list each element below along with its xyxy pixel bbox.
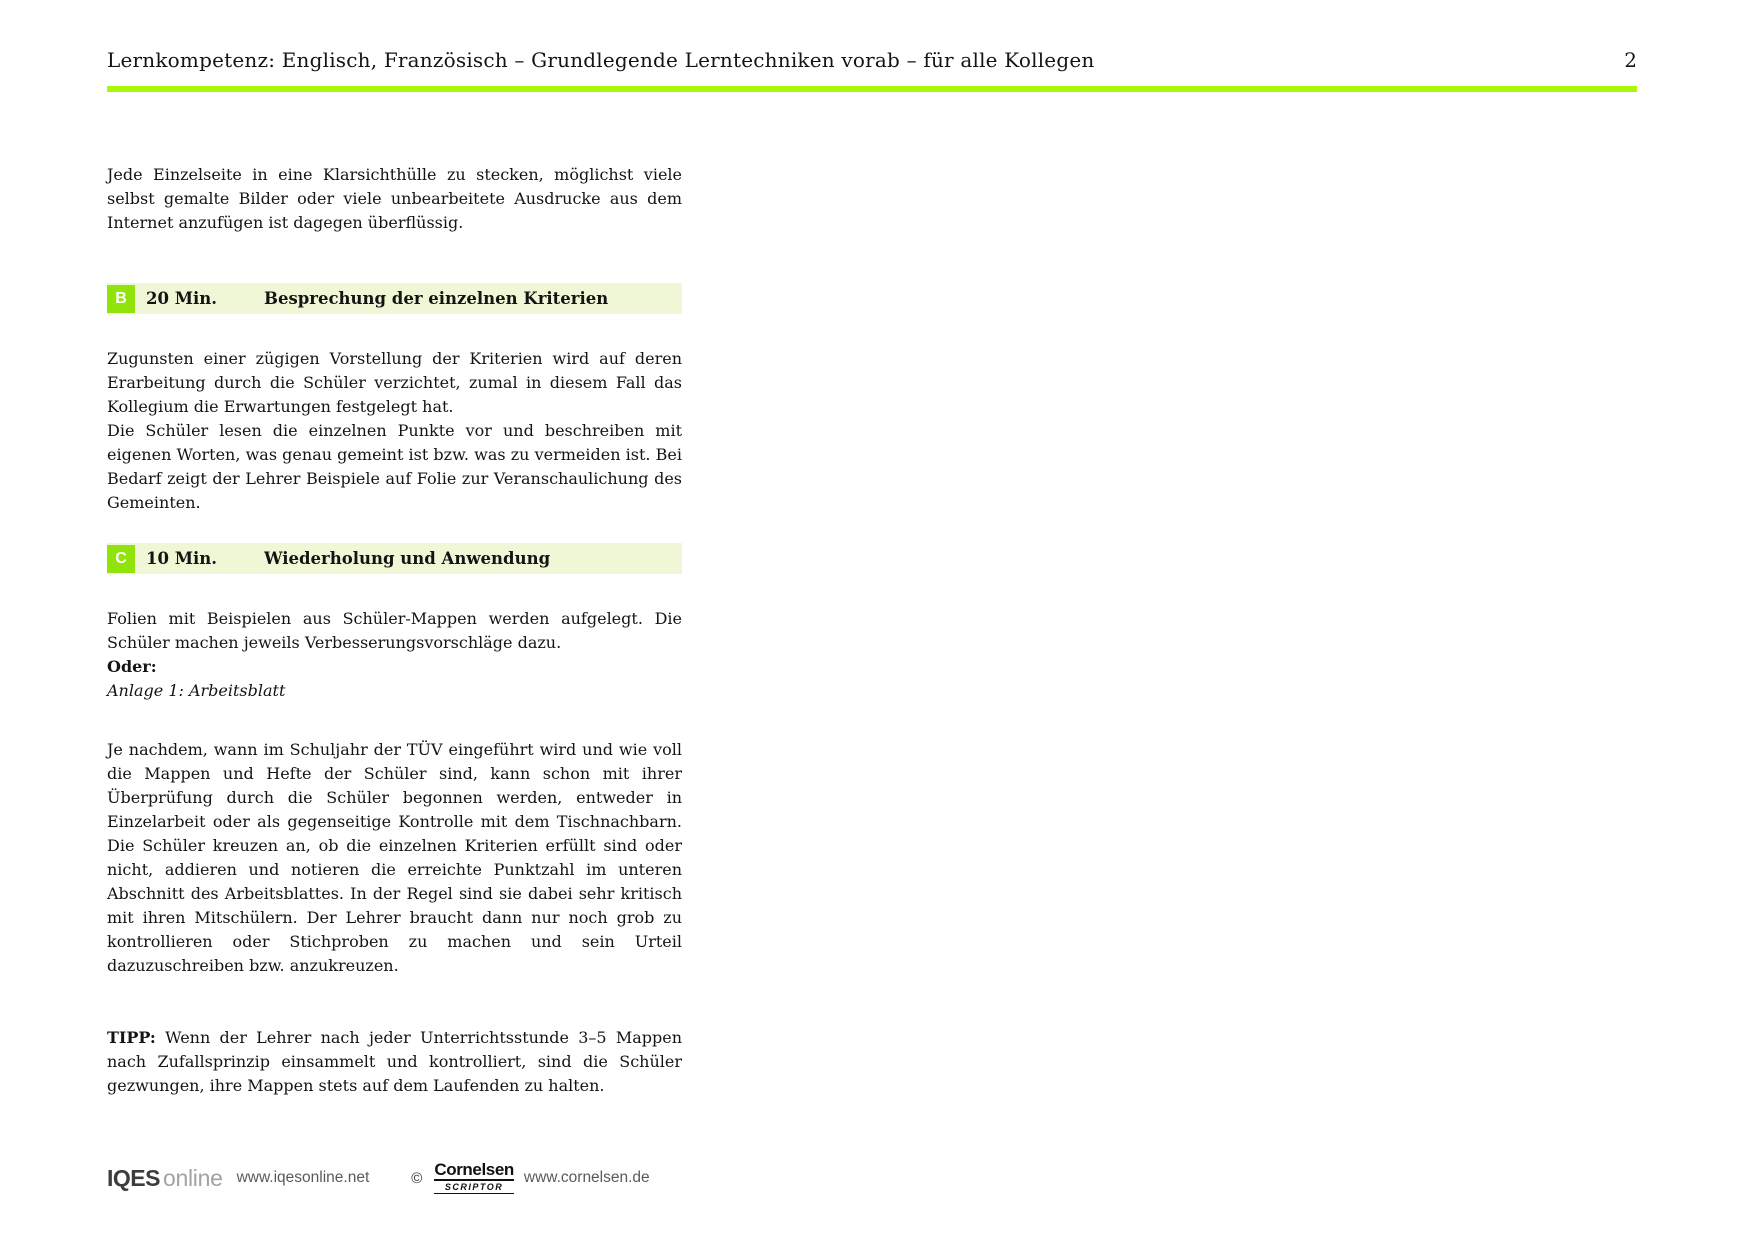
cornelsen-scriptor-logo [434,1162,514,1194]
section-b-title: Besprechung der einzelnen Kriterien [264,289,609,308]
tipp-label: TIPP: [107,1028,156,1047]
section-c-title: Wiederholung und Anwendung [264,549,551,568]
section-b-paragraph-1: Zugunsten einer zügigen Vorstellung der Kriterien wird auf deren Erarbeitung durch die Schüler verzichtet, zumal in diesem Fall das Kollegium die Erwartungen festgelegt hat. [107,349,682,416]
iqes-logo-online-text: online [162,1164,223,1191]
cornelsen-logo-text: Cornelsen [434,1160,514,1179]
section-c-duration: 10 Min. [146,549,217,568]
cornelsen-url: www.cornelsen.de [523,1169,650,1186]
tipp-text: Wenn der Lehrer nach jeder Unterrichtsstunde 3–5 Mappen nach Zufallsprinzip einsammelt und kontrolliert, sind die Schüler gezwungen, ihre Mappen stets auf dem Laufenden zu halten. [107,1028,683,1095]
copyright-symbol: © [411,1169,423,1187]
page-number: 2 [1624,48,1637,72]
section-b-paragraph-2: Die Schüler lesen die einzelnen Punkte vor und beschreiben mit eigenen Worten, was genau gemeint ist bzw. was zu vermeiden ist. Bei Bedarf zeigt der Lehrer Beispiele auf Folie zur Veranschaulichung des Gemeinten. [107,421,682,512]
oder-label: Oder: [107,657,157,676]
page-footer [107,1158,650,1198]
section-c-paragraph-2: Je nachdem, wann im Schuljahr der TÜV eingeführt wird und wie voll die Mappen und Hefte der Schüler sind, kann schon mit ihrer Überprüfung durch die Schüler begonnen werden, entweder in Einzelarbeit oder als gegenseitige Kontrolle mit dem Tischnachbarn. Die Schüler kreuzen an, ob die einzelnen Kriterien erfüllt sind oder nicht, addieren und notieren die erreichte Punktzahl im unteren Abschnitt des Arbeitsblattes. In der Regel sind sie dabei sehr kritisch mit ihren Mitschülern. Der Lehrer braucht dann nur noch grob zu kontrollieren oder Stichproben zu machen und sein Urteil dazuzuschreiben bzw. anzukreuzen. [107,740,682,975]
content-column [107,163,682,1098]
tipp-paragraph [107,1026,682,1098]
section-c-bar [107,543,682,574]
section-c-badge: C [107,545,135,573]
intro-paragraph: Jede Einzelseite in eine Klarsichthülle zu stecken, möglichst viele selbst gemalte Bilder oder viele unbearbeitete Ausdrucke aus dem Internet anzufügen ist dagegen überflüssig. [107,165,682,232]
header-divider-rule [107,86,1637,92]
section-b-bar [107,283,682,314]
section-b-duration: 20 Min. [146,289,217,308]
scriptor-logo-text: SCRIPTOR [434,1181,514,1194]
iqes-online-logo [107,1165,223,1192]
anlage-note: Anlage 1: Arbeitsblatt [107,681,286,700]
iqes-logo-text: IQES [107,1164,160,1191]
iqes-url: www.iqesonline.net [236,1169,370,1186]
page-header-title: Lernkompetenz: Englisch, Französisch – Grundlegende Lerntechniken vorab – für alle Kollegen [107,48,1095,72]
section-c-paragraph-1: Folien mit Beispielen aus Schüler-Mappen werden aufgelegt. Die Schüler machen jeweils Verbesserungsvorschläge dazu. [107,609,682,652]
section-b-badge: B [107,285,135,313]
